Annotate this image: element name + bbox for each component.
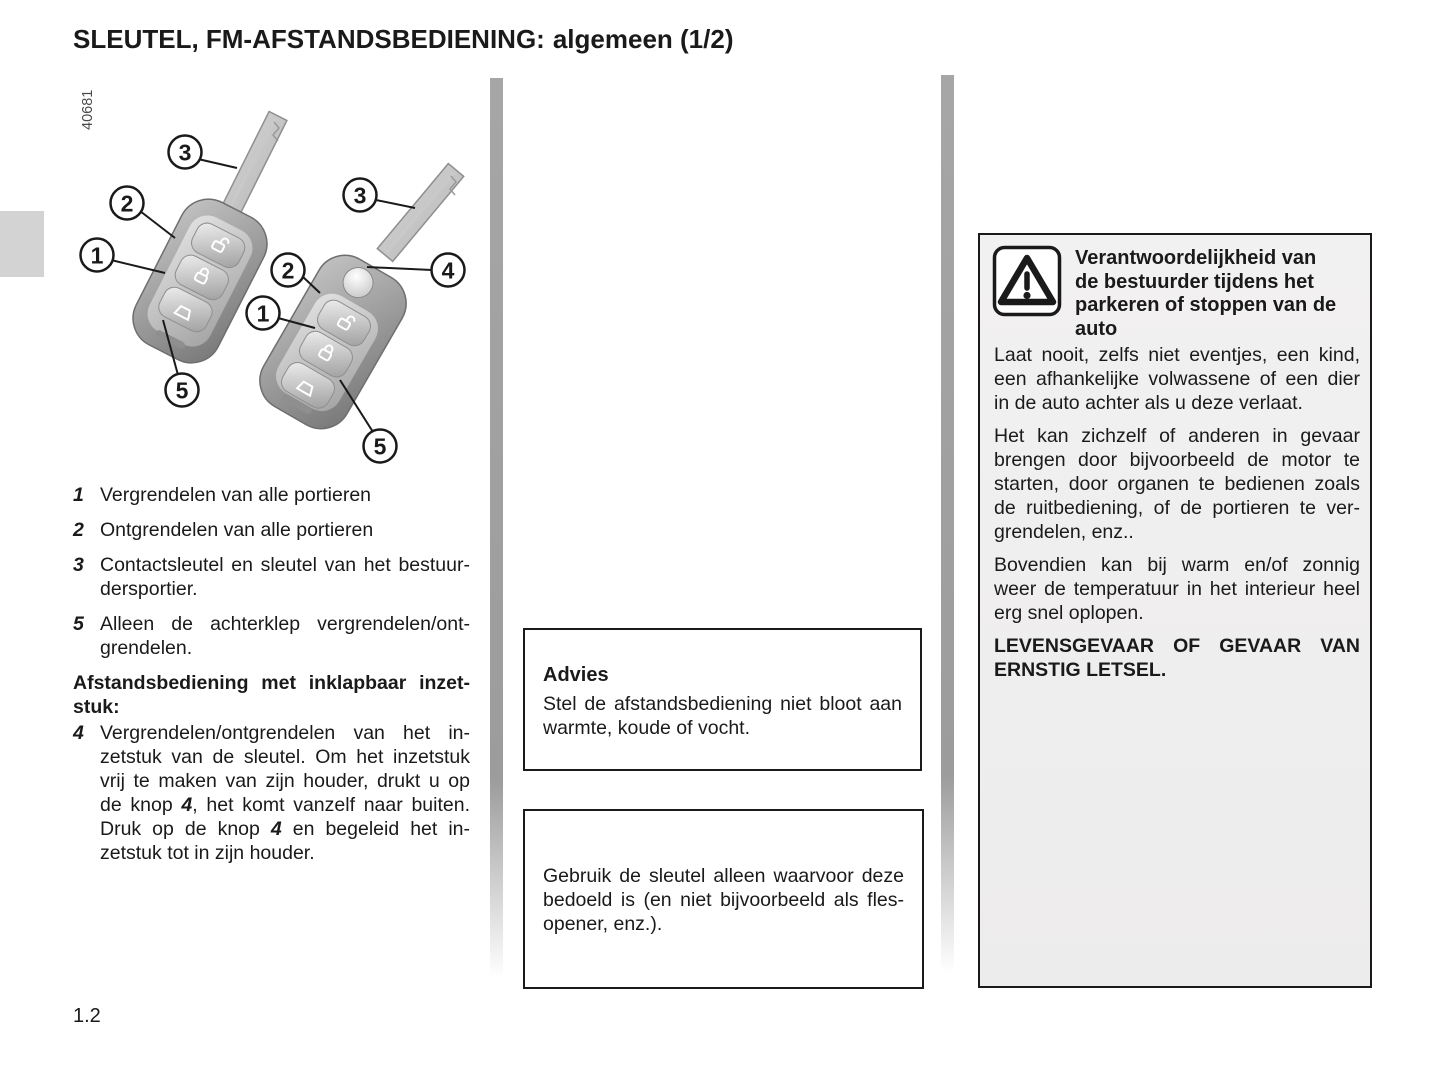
folding-key-heading: Afstandsbediening met inklapbaar inzet- stuk: — [73, 672, 470, 718]
callout-3-right — [344, 179, 377, 212]
svg-text:5: 5 — [175, 377, 189, 404]
legend-item-text: Alleen de achterklep vergrendelen/ont- — [100, 613, 470, 635]
key-remote-figure — [70, 80, 482, 482]
callout-2-right — [272, 254, 305, 287]
legend-item-number: 3 — [73, 554, 84, 576]
legend-item-4 — [73, 721, 470, 865]
callout-1-right — [247, 297, 280, 330]
warning-paragraph-2: Het kan zichzelf of anderen in gevaar brengen door bijvoorbeeld de motor te starten, door organen te bedienen zoals de ruitbediening, of de portieren te ver- grendelen, enz.. — [994, 425, 1360, 543]
figure-legend — [73, 483, 470, 876]
legend-item-3 — [73, 553, 470, 601]
svg-text:1: 1 — [90, 242, 104, 269]
warning-title: Verantwoordelijkheid van de bestuurder tijdens het parkeren of stoppen van de auto — [1075, 247, 1337, 340]
advice-note-box — [523, 628, 922, 771]
page-title-sub: algemeen (1/2) — [552, 24, 734, 54]
usage-text: bedoeld is (en niet bijvoorbeeld als fles- — [543, 889, 904, 911]
legend-item-text: Vergrendelen/ontgrendelen van het in- — [100, 722, 470, 744]
legend-item-2 — [73, 518, 470, 542]
legend-item-text: zetstuk van de sleutel. Om het inzetstuk — [100, 746, 470, 768]
callout-4-right — [432, 254, 465, 287]
advice-title: Advies — [543, 664, 609, 686]
legend-item-text: Druk op de knop 4 en begeleid het in- — [100, 818, 470, 840]
key-blade-left — [221, 112, 287, 217]
callout-1-left — [81, 239, 114, 272]
legend-item-text: vrij te maken van zijn houder, drukt u op — [100, 770, 470, 792]
legend-item-text: Contactsleutel en sleutel van het bestuur- — [100, 554, 470, 576]
column-divider-right — [941, 75, 954, 973]
warning-triangle-icon — [992, 245, 1062, 317]
driver-responsibility-warning-box — [978, 233, 1372, 988]
legend-item-text: zetstuk tot in zijn houder. — [100, 842, 315, 864]
svg-text:1: 1 — [256, 300, 270, 327]
usage-text: opener, enz.). — [543, 913, 663, 935]
legend-item-1 — [73, 483, 470, 507]
legend-item-text: Vergrendelen van alle portieren — [100, 484, 372, 506]
column-divider-left — [490, 78, 503, 978]
advice-text: warmte, koude of vocht. — [543, 717, 751, 739]
svg-text:3: 3 — [353, 182, 367, 209]
key-blade-right — [377, 164, 463, 262]
legend-item-text: dersportier. — [100, 578, 198, 600]
svg-text:3: 3 — [178, 139, 192, 166]
chapter-edge-tab — [0, 211, 44, 277]
callout-2-left — [111, 187, 144, 220]
legend-item-5 — [73, 612, 470, 660]
page-title-main: SLEUTEL, FM-AFSTANDSBEDIENING: — [73, 24, 545, 54]
svg-text:4: 4 — [441, 257, 455, 284]
legend-item-text: grendelen. — [100, 637, 193, 659]
usage-text: Gebruik de sleutel alleen waarvoor deze — [543, 865, 904, 887]
warning-paragraph-3: Bovendien kan bij warm en/of zonnig weer de temperatuur in het interieur heel erg snel oplopen. — [994, 554, 1360, 624]
callout-5-left — [166, 374, 199, 407]
callout-5-right — [364, 430, 397, 463]
svg-text:5: 5 — [373, 433, 387, 460]
figure-number-label: 40681 — [80, 89, 96, 130]
key-usage-note-box — [523, 809, 924, 989]
warning-paragraph-1: Laat nooit, zelfs niet eventjes, een kind, een afhankelijke volwassene of een dier in de auto achter als u deze verlaat. — [994, 344, 1360, 414]
legend-item-number: 1 — [73, 484, 84, 506]
legend-item-number: 4 — [73, 722, 84, 744]
warning-body — [994, 343, 1360, 691]
page-title — [73, 24, 733, 55]
key-remote-illustration — [70, 80, 482, 482]
svg-text:2: 2 — [120, 190, 134, 217]
warning-danger-statement: LEVENSGEVAAR OF GEVAAR VAN ERNSTIG LETSEL. — [994, 635, 1360, 681]
legend-item-text: de knop 4, het komt vanzelf naar buiten. — [100, 794, 470, 816]
legend-item-number: 2 — [73, 519, 84, 541]
advice-text: Stel de afstandsbediening niet bloot aan — [543, 693, 902, 715]
callout-3-left — [169, 136, 202, 169]
svg-text:2: 2 — [281, 257, 295, 284]
page-number: 1.2 — [73, 1005, 101, 1027]
legend-item-number: 5 — [73, 613, 84, 635]
legend-item-text: Ontgrendelen van alle portieren — [100, 519, 374, 541]
